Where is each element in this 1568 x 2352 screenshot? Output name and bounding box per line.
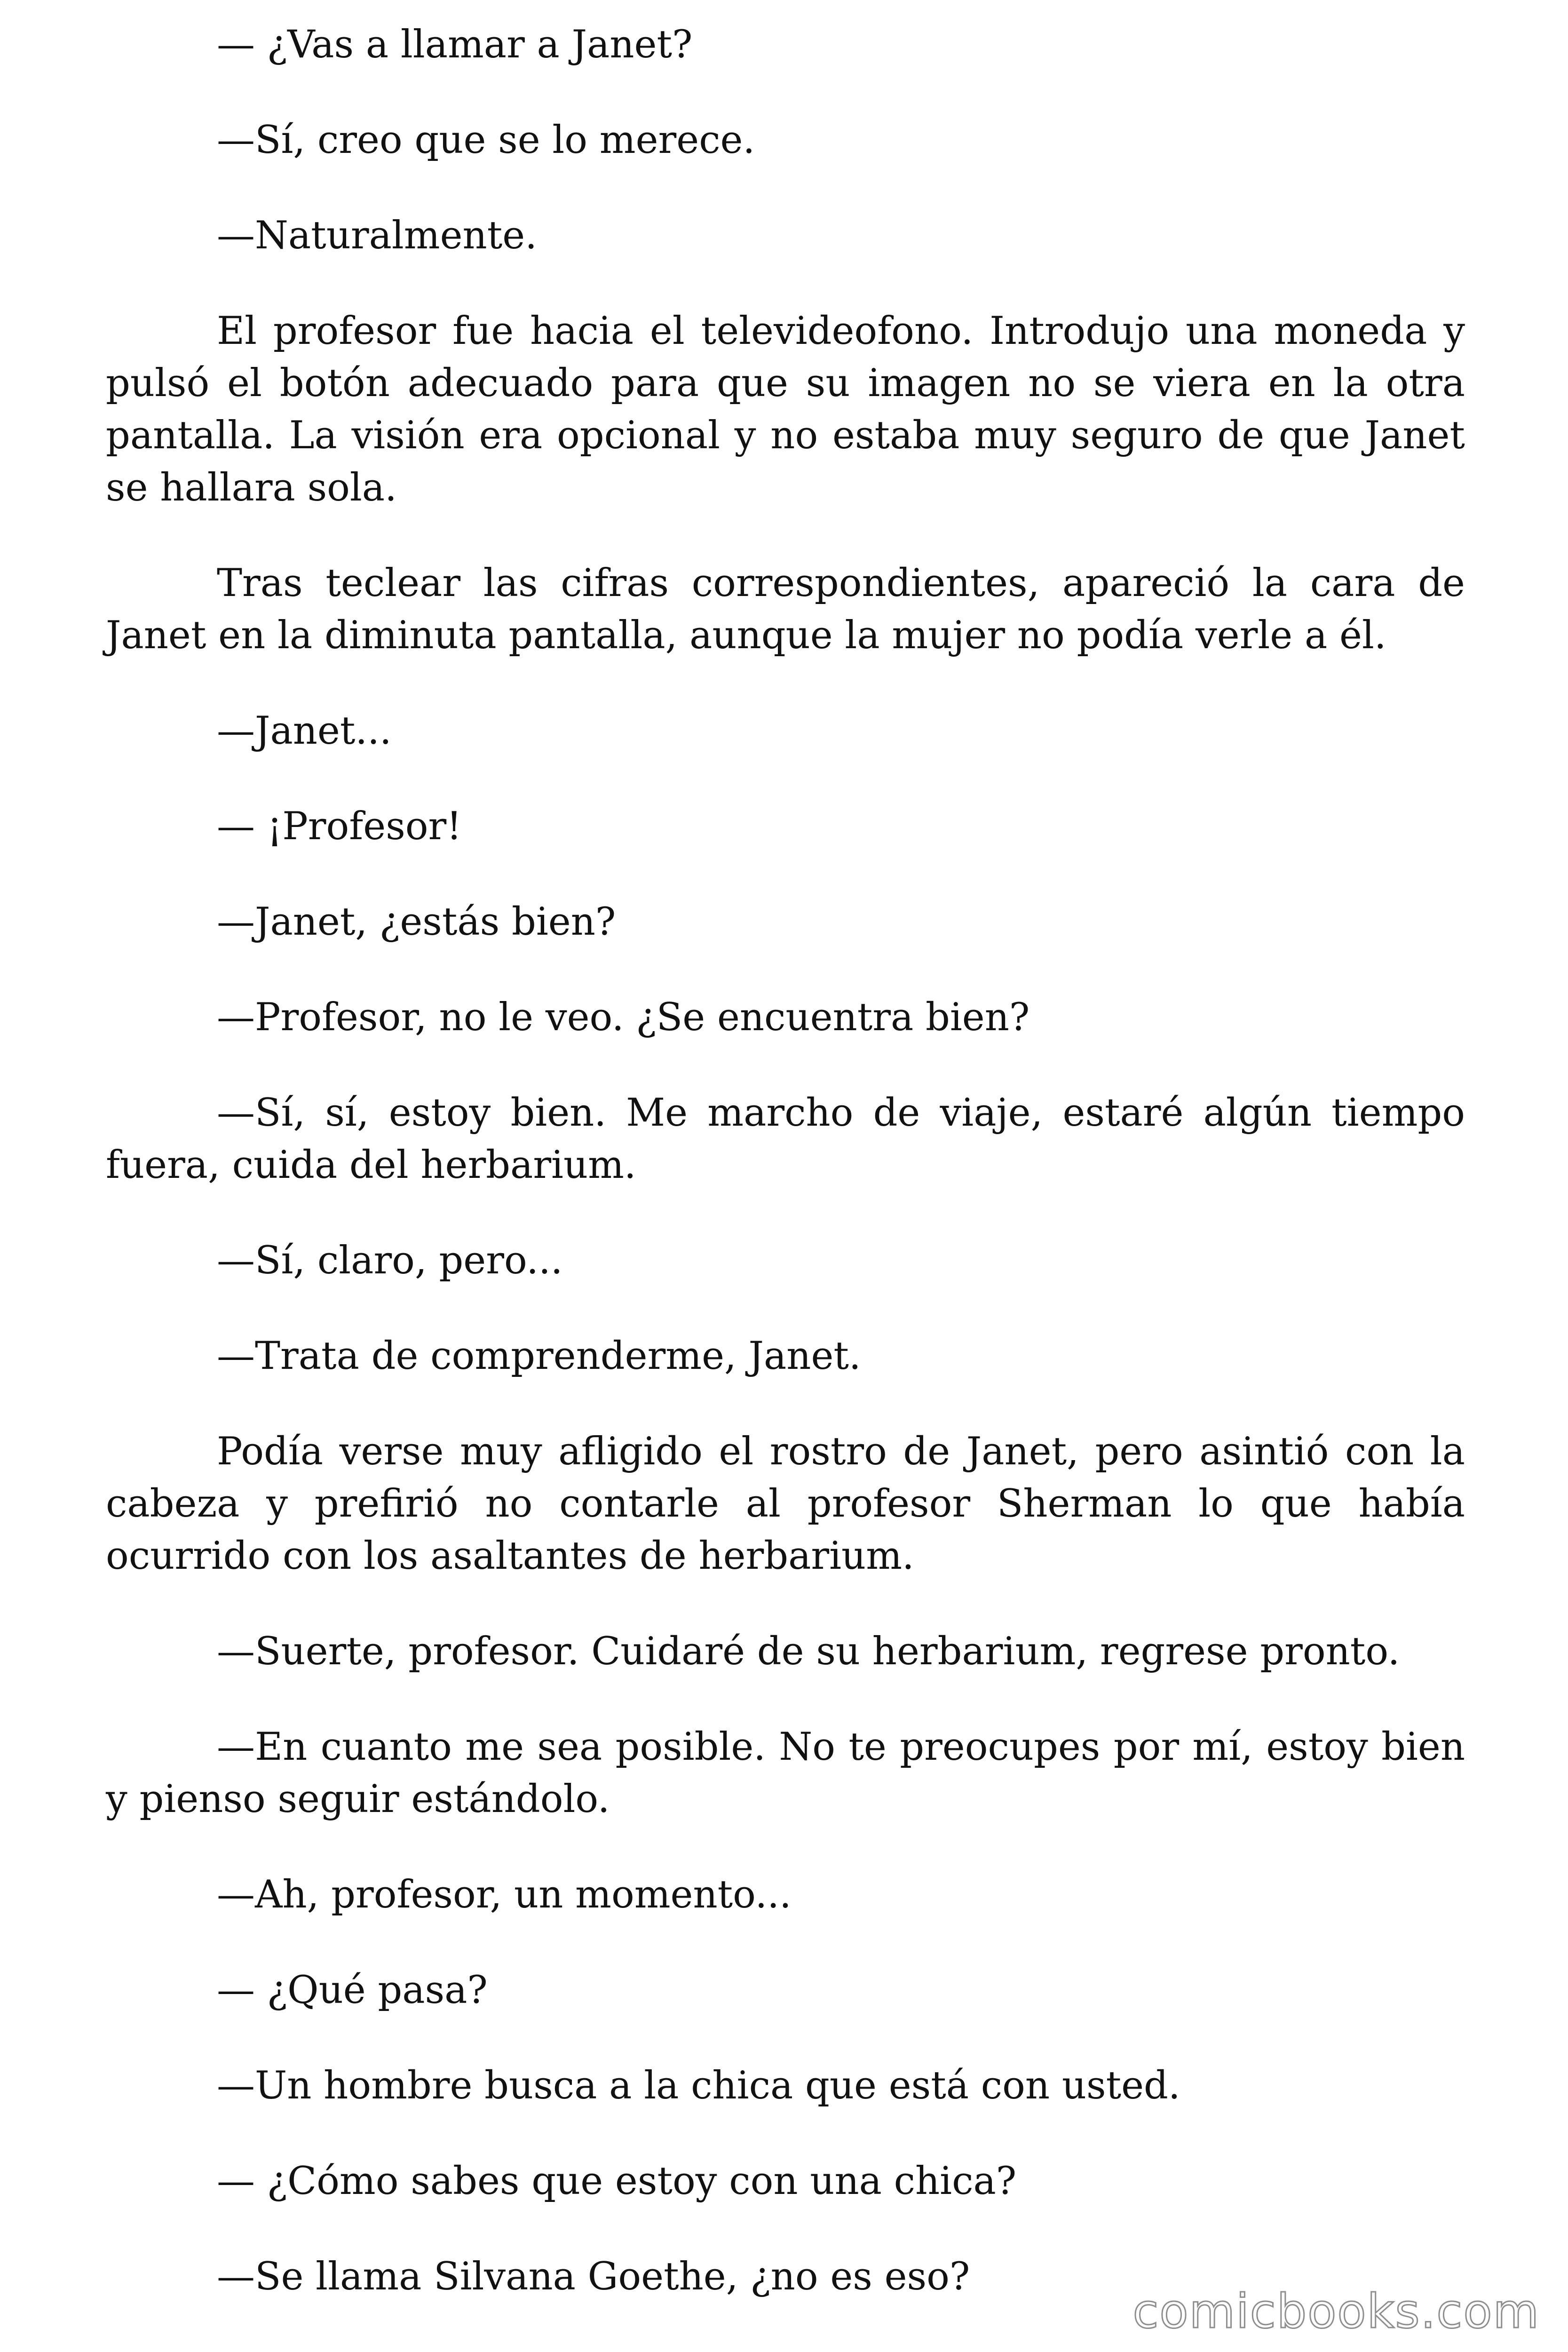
paragraph: —Naturalmente. (217, 214, 537, 258)
paragraph: Podía verse muy afligido el rostro de Janet, pero asintió con la cabeza y prefirió no contarle al profesor Sherman lo que había ocurrido con los asaltantes de herbarium. (106, 1430, 1465, 1578)
paragraph: El profesor fue hacia el televideofono. Introdujo una moneda y pulsó el botón adecuado para que su imagen no se viera en la otra pantalla. La visión era opcional y no estaba muy seguro de que Janet se hallara sola. (106, 309, 1465, 510)
paragraph: —Sí, claro, pero... (217, 1239, 563, 1283)
paragraph: —Suerte, profesor. Cuidaré de su herbarium, regrese pronto. (217, 1629, 1400, 1674)
paragraph: — ¡Profesor! (217, 804, 462, 849)
paragraph: —Profesor, no le veo. ¿Se encuentra bien? (217, 995, 1030, 1040)
watermark: comicbooks.com (1132, 2284, 1540, 2339)
paragraph: —Un hombre busca a la chica que está con usted. (217, 2064, 1180, 2108)
paragraph: —Janet... (217, 709, 392, 753)
paragraph: —Sí, creo que se lo merece. (217, 118, 755, 162)
paragraph: Tras teclear las cifras correspondientes, apareció la cara de Janet en la diminuta pantalla, aunque la mujer no podía verle a él. (106, 561, 1465, 658)
paragraph: —Ah, profesor, un momento... (217, 1873, 792, 1917)
paragraph: — ¿Vas a llamar a Janet? (217, 23, 693, 67)
paragraph: —Janet, ¿estás bien? (217, 900, 616, 944)
paragraph: —Se llama Silvana Goethe, ¿no es eso? (217, 2255, 970, 2299)
paragraph: — ¿Cómo sabes que estoy con una chica? (217, 2159, 1017, 2203)
paragraph: —En cuanto me sea posible. No te preocupes por mí, estoy bien y pienso seguir estándolo. (106, 1725, 1465, 1821)
paragraph: — ¿Qué pasa? (217, 1968, 488, 2012)
book-page-text (106, 19, 1465, 2303)
paragraph: —Sí, sí, estoy bien. Me marcho de viaje, estaré algún tiempo fuera, cuida del herbarium. (106, 1091, 1465, 1187)
paragraph: —Trata de comprenderme, Janet. (217, 1334, 861, 1378)
